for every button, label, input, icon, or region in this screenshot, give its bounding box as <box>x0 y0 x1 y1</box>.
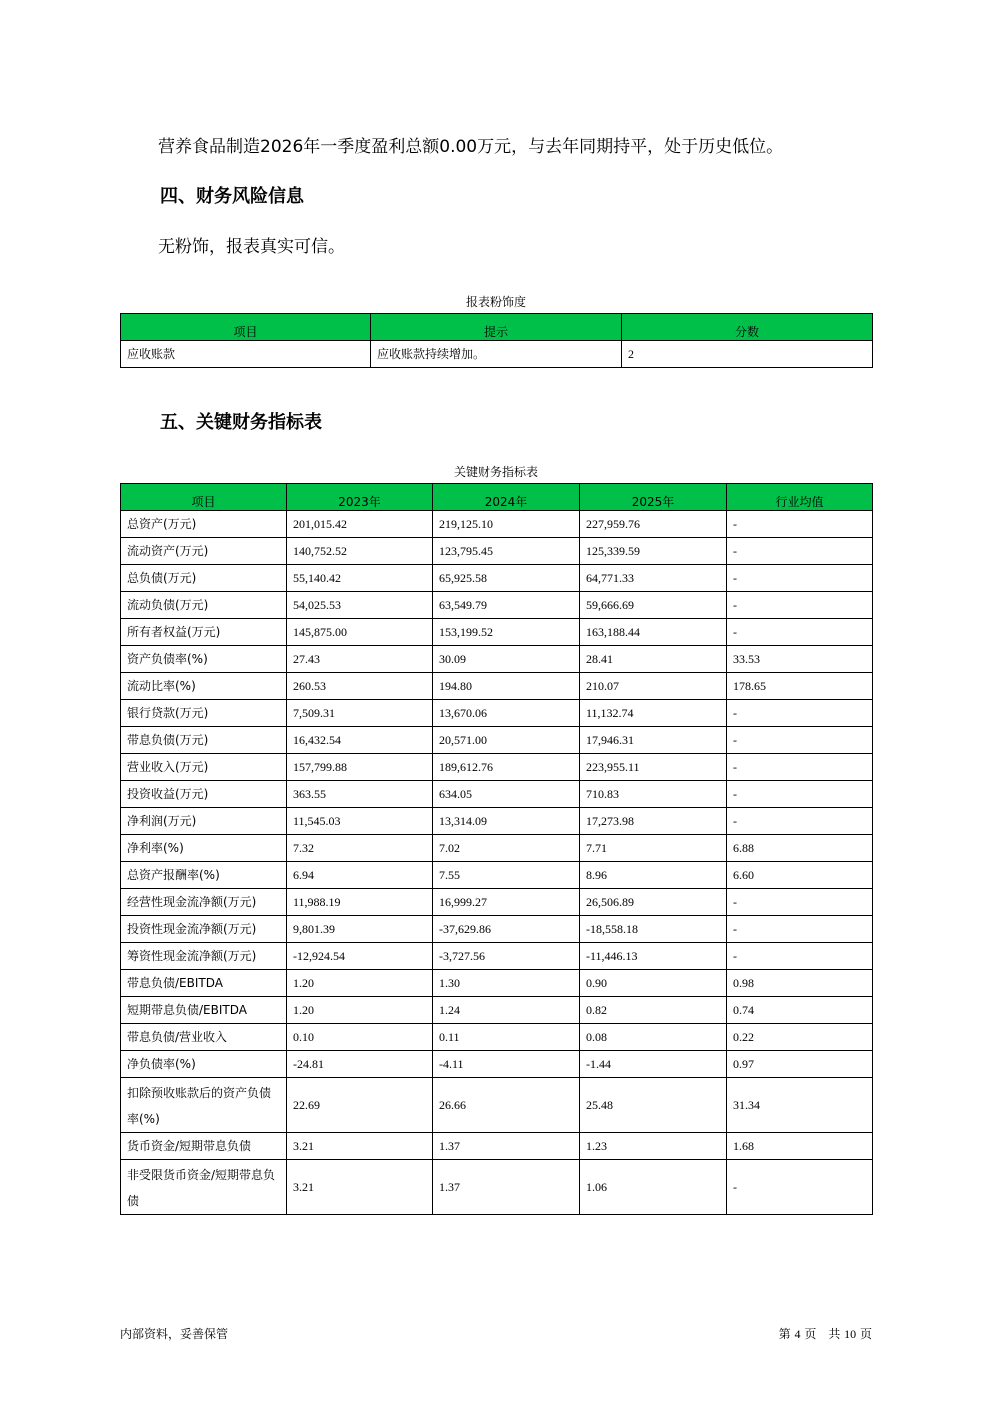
summary-paragraph: 营养食品制造2026年一季度盈利总额0.00万元，与去年同期持平，处于历史低位。 <box>158 137 784 157</box>
kpi-cell-item: 非受限货币资金/短期带息负债 <box>121 1160 287 1215</box>
kpi-cell-item: 经营性现金流净额(万元) <box>121 889 287 916</box>
kpi-cell-item: 所有者权益(万元) <box>121 619 287 646</box>
kpi-cell-2025: 26,506.89 <box>580 889 727 916</box>
kpi-table-caption: 关键财务指标表 <box>453 465 538 479</box>
kpi-cell-2024: 0.11 <box>433 1024 580 1051</box>
kpi-cell-item: 带息负债/营业收入 <box>121 1024 287 1051</box>
risk-table-header-row <box>121 314 873 341</box>
kpi-cell-2023: 3.21 <box>287 1133 433 1160</box>
table-row <box>121 889 873 916</box>
kpi-cell-2025: 17,946.31 <box>580 727 727 754</box>
table-row <box>121 673 873 700</box>
kpi-cell-2024: 7.02 <box>433 835 580 862</box>
kpi-cell-2023: 22.69 <box>287 1078 433 1133</box>
kpi-cell-industry-avg: - <box>727 538 873 565</box>
kpi-cell-2024: 65,925.58 <box>433 565 580 592</box>
kpi-cell-2024: 30.09 <box>433 646 580 673</box>
table-row <box>121 727 873 754</box>
kpi-cell-industry-avg: - <box>727 916 873 943</box>
kpi-cell-item: 带息负债(万元) <box>121 727 287 754</box>
kpi-cell-industry-avg: - <box>727 592 873 619</box>
table-row <box>121 781 873 808</box>
kpi-cell-industry-avg: 0.74 <box>727 997 873 1024</box>
kpi-cell-item: 净利率(%) <box>121 835 287 862</box>
footer-page-total: 10 <box>844 1327 857 1341</box>
risk-header-item: 项目 <box>121 314 371 341</box>
kpi-cell-2024: 123,795.45 <box>433 538 580 565</box>
section4-heading: 四、财务风险信息 <box>160 186 304 207</box>
table-row <box>121 646 873 673</box>
kpi-cell-2024: 194.80 <box>433 673 580 700</box>
kpi-cell-2024: 1.37 <box>433 1133 580 1160</box>
kpi-cell-2023: 145,875.00 <box>287 619 433 646</box>
kpi-cell-industry-avg: - <box>727 565 873 592</box>
table-row <box>121 619 873 646</box>
kpi-cell-2025: 0.90 <box>580 970 727 997</box>
kpi-table <box>120 483 873 1215</box>
kpi-cell-industry-avg: 0.98 <box>727 970 873 997</box>
kpi-cell-2024: 13,314.09 <box>433 808 580 835</box>
footer-page-mid: 页 共 <box>804 1327 841 1341</box>
kpi-cell-2024: -37,629.86 <box>433 916 580 943</box>
kpi-cell-industry-avg: - <box>727 511 873 538</box>
kpi-cell-2023: 1.20 <box>287 997 433 1024</box>
table-row <box>121 565 873 592</box>
kpi-cell-2025: 7.71 <box>580 835 727 862</box>
table-row <box>121 341 873 368</box>
kpi-header-2023: 2023年 <box>287 484 433 511</box>
kpi-cell-industry-avg: - <box>727 754 873 781</box>
kpi-cell-item: 总资产报酬率(%) <box>121 862 287 889</box>
kpi-header-item: 项目 <box>121 484 287 511</box>
kpi-cell-industry-avg: 0.97 <box>727 1051 873 1078</box>
kpi-cell-2023: 0.10 <box>287 1024 433 1051</box>
table-row <box>121 808 873 835</box>
kpi-cell-item: 净负债率(%) <box>121 1051 287 1078</box>
kpi-cell-industry-avg: - <box>727 727 873 754</box>
kpi-cell-2025: 0.82 <box>580 997 727 1024</box>
kpi-cell-industry-avg: - <box>727 700 873 727</box>
kpi-cell-2025: 64,771.33 <box>580 565 727 592</box>
kpi-cell-industry-avg: 6.88 <box>727 835 873 862</box>
kpi-cell-industry-avg: 6.60 <box>727 862 873 889</box>
kpi-cell-2025: 0.08 <box>580 1024 727 1051</box>
kpi-cell-2023: 6.94 <box>287 862 433 889</box>
kpi-cell-2025: 223,955.11 <box>580 754 727 781</box>
kpi-cell-industry-avg: - <box>727 808 873 835</box>
kpi-cell-2023: 16,432.54 <box>287 727 433 754</box>
kpi-cell-2025: 28.41 <box>580 646 727 673</box>
table-row <box>121 754 873 781</box>
kpi-cell-item: 流动资产(万元) <box>121 538 287 565</box>
kpi-cell-item: 总负债(万元) <box>121 565 287 592</box>
kpi-cell-2025: 59,666.69 <box>580 592 727 619</box>
kpi-cell-2023: 9,801.39 <box>287 916 433 943</box>
section5-heading: 五、关键财务指标表 <box>160 412 322 433</box>
kpi-cell-2025: -1.44 <box>580 1051 727 1078</box>
kpi-cell-2024: 63,549.79 <box>433 592 580 619</box>
table-row <box>121 1024 873 1051</box>
kpi-cell-2023: 3.21 <box>287 1160 433 1215</box>
kpi-cell-2024: 16,999.27 <box>433 889 580 916</box>
kpi-cell-2025: 8.96 <box>580 862 727 889</box>
table-row <box>121 538 873 565</box>
kpi-header-2025: 2025年 <box>580 484 727 511</box>
kpi-cell-2025: 710.83 <box>580 781 727 808</box>
kpi-cell-industry-avg: 31.34 <box>727 1078 873 1133</box>
risk-cell-item: 应收账款 <box>121 341 371 368</box>
kpi-header-2024: 2024年 <box>433 484 580 511</box>
footer-page-current: 4 <box>794 1327 801 1341</box>
kpi-cell-item: 流动负债(万元) <box>121 592 287 619</box>
footer-page-prefix: 第 <box>778 1327 791 1341</box>
kpi-cell-2023: 260.53 <box>287 673 433 700</box>
kpi-table-header-row <box>121 484 873 511</box>
kpi-cell-industry-avg: - <box>727 619 873 646</box>
kpi-cell-2025: 1.06 <box>580 1160 727 1215</box>
kpi-cell-2023: 1.20 <box>287 970 433 997</box>
kpi-cell-2024: -3,727.56 <box>433 943 580 970</box>
table-row <box>121 835 873 862</box>
kpi-cell-item: 带息负债/EBITDA <box>121 970 287 997</box>
kpi-cell-industry-avg: - <box>727 781 873 808</box>
kpi-cell-2025: 125,339.59 <box>580 538 727 565</box>
kpi-cell-2025: -11,446.13 <box>580 943 727 970</box>
kpi-cell-2023: -12,924.54 <box>287 943 433 970</box>
kpi-cell-2025: 17,273.98 <box>580 808 727 835</box>
kpi-cell-2024: 20,571.00 <box>433 727 580 754</box>
risk-header-score: 分数 <box>622 314 873 341</box>
kpi-cell-item: 流动比率(%) <box>121 673 287 700</box>
kpi-cell-2024: 634.05 <box>433 781 580 808</box>
risk-header-hint: 提示 <box>371 314 622 341</box>
kpi-cell-2023: 11,545.03 <box>287 808 433 835</box>
kpi-cell-2023: -24.81 <box>287 1051 433 1078</box>
kpi-cell-2024: -4.11 <box>433 1051 580 1078</box>
kpi-cell-2025: 25.48 <box>580 1078 727 1133</box>
kpi-cell-2024: 219,125.10 <box>433 511 580 538</box>
kpi-header-industry-avg: 行业均值 <box>727 484 873 511</box>
kpi-cell-item: 营业收入(万元) <box>121 754 287 781</box>
kpi-cell-industry-avg: 178.65 <box>727 673 873 700</box>
footer-page-suffix: 页 <box>859 1327 872 1341</box>
table-row <box>121 1133 873 1160</box>
kpi-cell-2024: 153,199.52 <box>433 619 580 646</box>
table-row <box>121 916 873 943</box>
table-row <box>121 592 873 619</box>
kpi-cell-2024: 26.66 <box>433 1078 580 1133</box>
kpi-cell-industry-avg: 0.22 <box>727 1024 873 1051</box>
kpi-cell-2024: 1.37 <box>433 1160 580 1215</box>
risk-table-caption: 报表粉饰度 <box>465 295 526 309</box>
kpi-cell-2025: -18,558.18 <box>580 916 727 943</box>
kpi-cell-item: 货币资金/短期带息负债 <box>121 1133 287 1160</box>
risk-cell-hint: 应收账款持续增加。 <box>371 341 622 368</box>
table-row <box>121 1160 873 1215</box>
table-row <box>121 943 873 970</box>
kpi-cell-item: 投资收益(万元) <box>121 781 287 808</box>
kpi-cell-2025: 227,959.76 <box>580 511 727 538</box>
kpi-cell-2023: 54,025.53 <box>287 592 433 619</box>
kpi-cell-2025: 210.07 <box>580 673 727 700</box>
kpi-cell-2025: 1.23 <box>580 1133 727 1160</box>
kpi-cell-item: 资产负债率(%) <box>121 646 287 673</box>
kpi-cell-industry-avg: - <box>727 943 873 970</box>
kpi-cell-item: 净利润(万元) <box>121 808 287 835</box>
table-row <box>121 997 873 1024</box>
kpi-cell-item: 短期带息负债/EBITDA <box>121 997 287 1024</box>
table-row <box>121 511 873 538</box>
kpi-cell-industry-avg: 33.53 <box>727 646 873 673</box>
kpi-cell-2023: 363.55 <box>287 781 433 808</box>
kpi-cell-industry-avg: 1.68 <box>727 1133 873 1160</box>
kpi-cell-2024: 13,670.06 <box>433 700 580 727</box>
kpi-cell-2023: 7,509.31 <box>287 700 433 727</box>
kpi-cell-2024: 7.55 <box>433 862 580 889</box>
kpi-cell-2023: 140,752.52 <box>287 538 433 565</box>
kpi-cell-item: 扣除预收账款后的资产负债率(%) <box>121 1078 287 1133</box>
kpi-cell-industry-avg: - <box>727 889 873 916</box>
kpi-cell-industry-avg: - <box>727 1160 873 1215</box>
section4-text: 无粉饰，报表真实可信。 <box>158 237 345 257</box>
kpi-cell-2023: 7.32 <box>287 835 433 862</box>
kpi-cell-2025: 11,132.74 <box>580 700 727 727</box>
table-row <box>121 1051 873 1078</box>
kpi-cell-2023: 157,799.88 <box>287 754 433 781</box>
kpi-cell-item: 总资产(万元) <box>121 511 287 538</box>
kpi-cell-2023: 11,988.19 <box>287 889 433 916</box>
kpi-cell-2024: 1.24 <box>433 997 580 1024</box>
kpi-cell-2023: 55,140.42 <box>287 565 433 592</box>
table-row <box>121 1078 873 1133</box>
kpi-cell-2023: 27.43 <box>287 646 433 673</box>
kpi-cell-item: 筹资性现金流净额(万元) <box>121 943 287 970</box>
kpi-cell-2023: 201,015.42 <box>287 511 433 538</box>
footer-page-number <box>779 1325 872 1342</box>
kpi-cell-item: 投资性现金流净额(万元) <box>121 916 287 943</box>
kpi-cell-2025: 163,188.44 <box>580 619 727 646</box>
table-row <box>121 700 873 727</box>
table-row <box>121 862 873 889</box>
footer-confidential: 内部资料，妥善保管 <box>120 1327 229 1341</box>
kpi-cell-2024: 189,612.76 <box>433 754 580 781</box>
kpi-cell-2024: 1.30 <box>433 970 580 997</box>
risk-table <box>120 313 873 368</box>
kpi-cell-item: 银行贷款(万元) <box>121 700 287 727</box>
risk-cell-score: 2 <box>622 341 873 368</box>
table-row <box>121 970 873 997</box>
